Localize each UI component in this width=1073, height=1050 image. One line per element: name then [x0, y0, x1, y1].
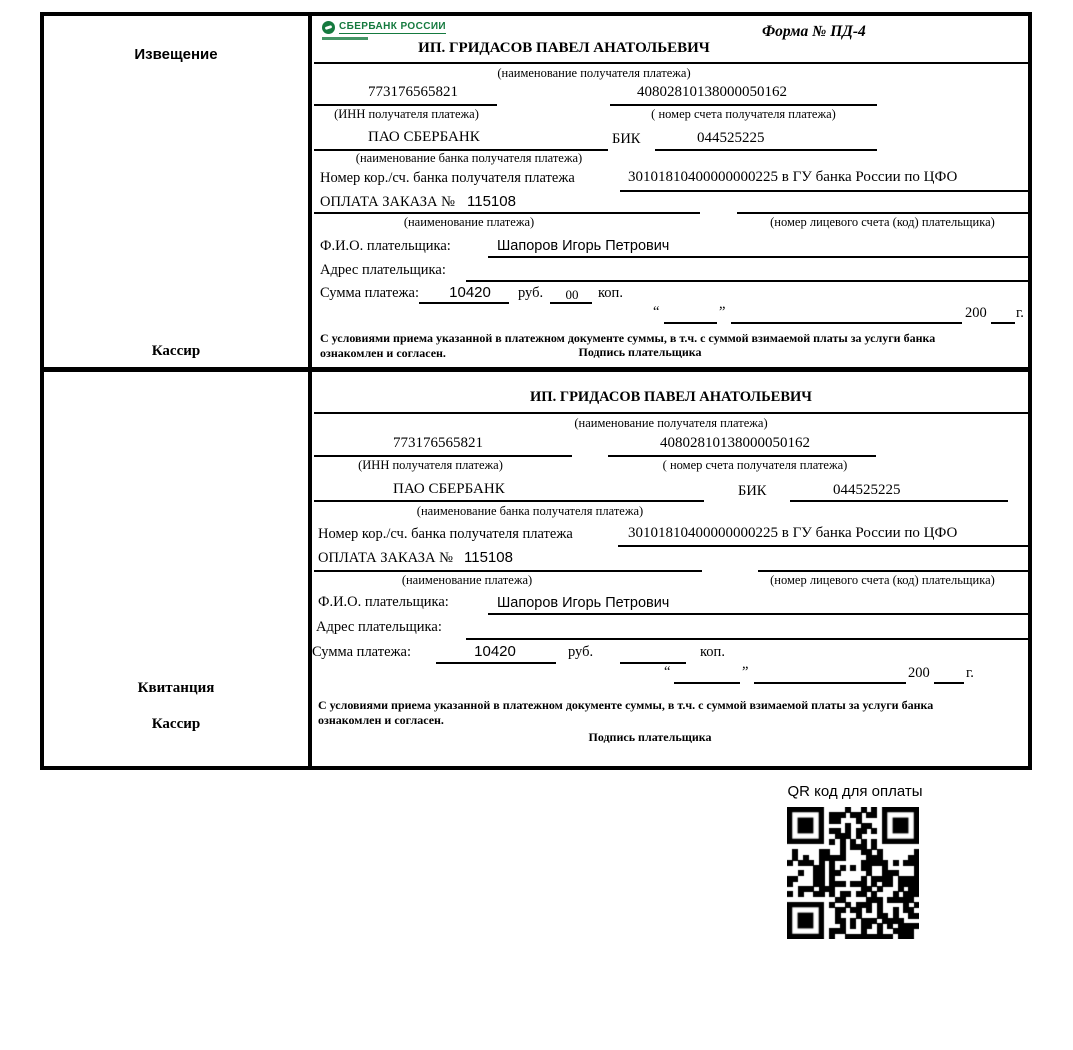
notice-label: Извещение [134, 46, 218, 63]
date-quote-close: ” [742, 664, 749, 680]
caption-inn: (ИНН получателя платежа) [358, 458, 503, 472]
bik-label: БИК [612, 131, 641, 147]
order-number: 115108 [467, 193, 516, 210]
rub-label: руб. [518, 285, 544, 301]
caption-recipient: (наименование получателя платежа) [497, 66, 691, 80]
cashier-label: Кассир [151, 343, 201, 359]
recipient-name: ИП. ГРИДАСОВ ПАВЕЛ АНАТОЛЬЕВИЧ [418, 40, 710, 56]
bank-name: ПАО СБЕРБАНК [393, 481, 505, 497]
recipient-name: ИП. ГРИДАСОВ ПАВЕЛ АНАТОЛЬЕВИЧ [530, 389, 812, 405]
sum-value: 10420 [474, 643, 516, 660]
payer-signature-label: Подпись плательщика [588, 730, 712, 744]
kop-value: 00 [565, 287, 579, 302]
address-label: Адрес плательщика: [316, 619, 442, 635]
fio-value: Шапоров Игорь Петрович [497, 238, 670, 254]
corr-value: 30101810400000000225 в ГУ банка России по ЦФО [628, 525, 958, 541]
inn-value: 773176565821 [393, 435, 483, 451]
year-suffix: г. [966, 665, 974, 681]
caption-inn: (ИНН получателя платежа) [334, 107, 479, 121]
caption-account: ( номер счета получателя платежа) [662, 458, 848, 472]
section-divider [40, 367, 1032, 372]
order-number: 115108 [464, 549, 513, 566]
sum-label: Сумма платежа: [312, 644, 411, 660]
fio-value: Шапоров Игорь Петрович [497, 595, 670, 611]
sum-value: 10420 [449, 284, 491, 301]
agreement-line1: С условиями приема указанной в платежном документе суммы, в т.ч. с суммой взимаемой платы за услуги банка [318, 698, 934, 712]
caption-payment-name: (наименование платежа) [403, 215, 535, 229]
corr-label: Номер кор./сч. банка получателя платежа [318, 526, 573, 542]
bank-name: ПАО СБЕРБАНК [368, 129, 480, 145]
date-quote-open: “ [664, 664, 671, 680]
order-label: ОПЛАТА ЗАКАЗА № [318, 550, 453, 566]
year-prefix: 200 [908, 665, 930, 681]
date-quote-open: “ [653, 304, 660, 320]
agreement-line2: ознакомлен и согласен. [320, 346, 446, 360]
year-suffix: г. [1016, 305, 1024, 321]
receipt-label: Квитанция [137, 680, 215, 696]
agreement-line1: С условиями приема указанной в платежном документе суммы, в т.ч. с суммой взимаемой платы за услуги банка [320, 331, 936, 345]
corr-label: Номер кор./сч. банка получателя платежа [320, 170, 575, 186]
kop-label: коп. [700, 644, 725, 660]
fio-label: Ф.И.О. плательщика: [320, 238, 451, 254]
year-prefix: 200 [965, 305, 987, 321]
sberbank-logo [322, 21, 446, 34]
caption-bank: (наименование банка получателя платежа) [416, 504, 644, 518]
date-quote-close: ” [719, 304, 726, 320]
caption-payment-name: (наименование платежа) [401, 573, 533, 587]
payer-signature-label: Подпись плательщика [578, 345, 702, 359]
corr-value: 30101810400000000225 в ГУ банка России по ЦФО [628, 169, 958, 185]
caption-payer-account: (номер лицевого счета (код) плательщика) [770, 215, 995, 229]
rub-label: руб. [568, 644, 594, 660]
inn-value: 773176565821 [368, 84, 458, 100]
agreement-line2: ознакомлен и согласен. [318, 713, 444, 727]
caption-account: ( номер счета получателя платежа) [651, 107, 836, 121]
sum-label: Сумма платежа: [320, 285, 419, 301]
form-title: Форма № ПД-4 [762, 23, 866, 40]
bik-label: БИК [738, 483, 767, 499]
bik-value: 044525225 [697, 130, 765, 146]
bik-value: 044525225 [833, 482, 901, 498]
caption-payer-account: (номер лицевого счета (код) плательщика) [770, 573, 995, 587]
sberbank-logo-icon [322, 21, 335, 34]
qr-code [787, 807, 919, 939]
account-value: 40802810138000050162 [660, 435, 810, 451]
caption-bank: (наименование банка получателя платежа) [355, 151, 583, 165]
caption-recipient: (наименование получателя платежа) [574, 416, 768, 430]
kop-label: коп. [598, 285, 623, 301]
sberbank-logo-text: СБЕРБАНК РОССИИ [339, 21, 447, 32]
account-value: 40802810138000050162 [637, 84, 787, 100]
qr-label: QR код для оплаты [787, 783, 923, 800]
order-label: ОПЛАТА ЗАКАЗА № [320, 194, 455, 210]
address-label: Адрес плательщика: [320, 262, 446, 278]
fio-label: Ф.И.О. плательщика: [318, 594, 449, 610]
cashier-label: Кассир [151, 716, 201, 732]
